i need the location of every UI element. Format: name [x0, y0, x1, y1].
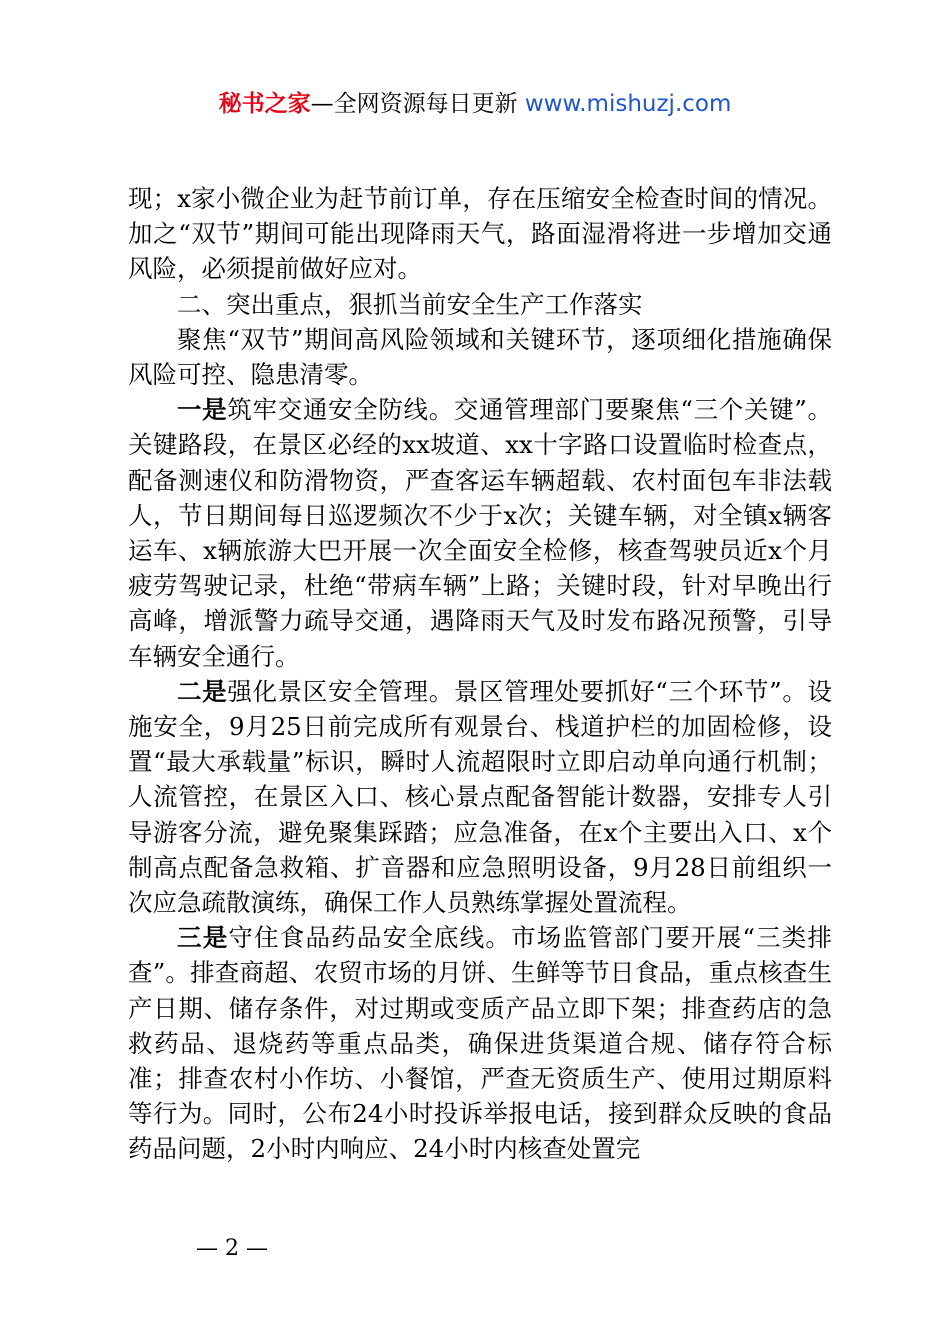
paragraph-lead: 一是: [177, 395, 228, 425]
paragraph-item-3: [128, 920, 832, 1166]
brand-name: 秘书之家: [218, 91, 311, 117]
paragraph-text: 现；x家小微企业为赶节前订单，存在压缩安全检查时间的情况。加之“双节”期间可能出现降雨天气，路面湿滑将进一步增加交通风险，必须提前做好应对。: [128, 184, 832, 284]
paragraph-item-2: [128, 674, 832, 920]
paragraph-lead: 三是: [177, 923, 229, 953]
paragraph-text: 强化景区安全管理。景区管理处要抓好“三个环节”。设施安全，9月25日前完成所有观景台、栈道护栏的加固检修，设置“最大承载量”标识，瞬时人流超限时立即启动单向通行机制；人流管控，在景区入口、核心景点配备智能计数器，安排专人引导游客分流，避免聚集踩踏；应急准备，在x个主要出入口、x个制高点配备急救箱、扩音器和应急照明设备，9月28日前组织一次应急疏散演练，确保工作人员熟练掌握处置流程。: [128, 676, 832, 918]
section-heading-text: 二、突出重点，狠抓当前安全生产工作落实: [177, 289, 643, 319]
document-body: [128, 181, 832, 1167]
site-header: [0, 88, 950, 120]
paragraph-text: 筑牢交通安全防线。交通管理部门要聚焦“三个关键”。关键路段，在景区必经的xx坡道、xx十字路口设置临时检查点，配备测速仪和防滑物资，严查客运车辆超载、农村面包车非法载人，节日期间每日巡逻频次不少于x次；关键车辆，对全镇x辆客运车、x辆旅游大巴开展一次全面安全检修，核查驾驶员近x个月疲劳驾驶记录，杜绝“带病车辆”上路；关键时段，针对早晚出行高峰，增派警力疏导交通，遇降雨天气及时发布路况预警，引导车辆安全通行。: [128, 395, 832, 671]
paragraph-item-1: [128, 392, 832, 674]
paragraph-text: 聚焦“双节”期间高风险领域和关键环节，逐项细化措施确保风险可控、隐患清零。: [128, 324, 832, 390]
paragraph-continuation: [128, 181, 832, 287]
paragraph-text: 守住食品药品安全底线。市场监管部门要开展“三类排查”。排查商超、农贸市场的月饼、生鲜等节日食品，重点核查生产日期、储存条件，对过期或变质产品立即下架；排查药店的急救药品、退烧药等重点品类，确保进货渠道合规、储存符合标准；排查农村小作坊、小餐馆，严查无资质生产、使用过期原料等行为。同时，公布24小时投诉举报电话，接到群众反映的食品药品问题，2小时内响应、24小时内核查处置完: [128, 923, 833, 1164]
header-tagline: —全网资源每日更新: [310, 91, 525, 117]
section-heading: [128, 287, 832, 322]
page-number: — 2 —: [196, 1236, 268, 1261]
paragraph-lead: 二是: [177, 676, 228, 706]
paragraph-intro: [128, 322, 832, 392]
header-url-link[interactable]: www.mishuzj.com: [524, 91, 732, 117]
